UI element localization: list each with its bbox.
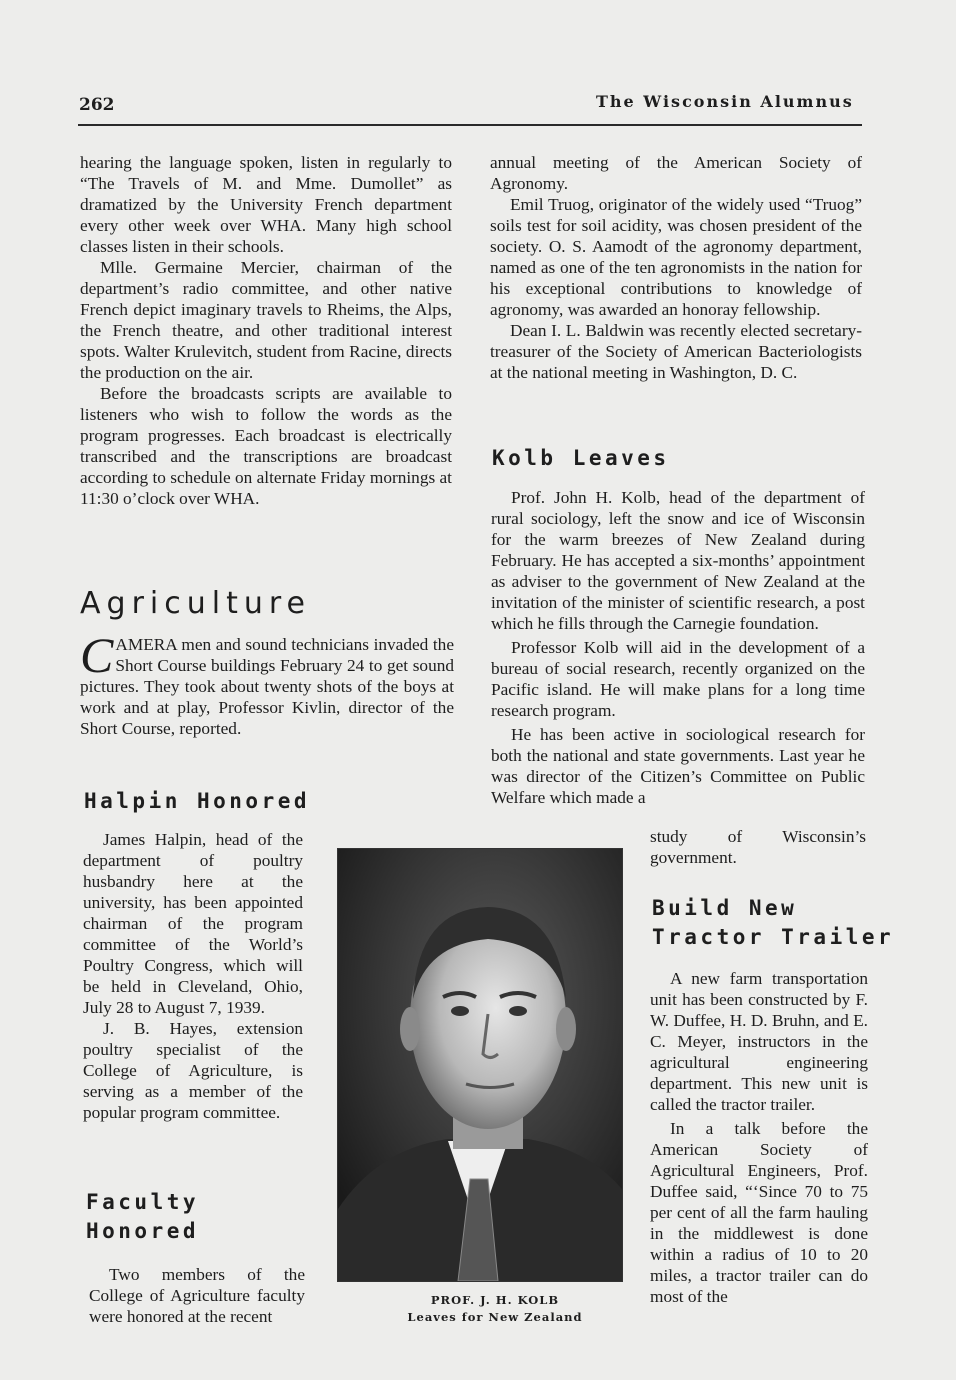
photo-caption (372, 1292, 618, 1326)
intro-section (80, 152, 452, 509)
paragraph-text: AMERA men and sound technicians invaded the Short Course buildings February 24 to get sound pictures. They took about twenty shots of the boys at work and at play, Professor Kivlin, director of the Short Course, reported. (80, 635, 454, 738)
faculty-heading (86, 1188, 199, 1246)
paragraph: J. B. Hayes, extension poultry specialist of the College of Agriculture, is serving as a member of the popular program committee. (83, 1019, 303, 1122)
faculty-heading-line: Faculty (86, 1190, 200, 1214)
caption-name: PROF. J. H. KOLB (430, 1293, 560, 1307)
halpin-heading: Halpin Honored (84, 789, 311, 813)
paragraph: hearing the language spoken, listen in regularly to “The Travels of M. and Mme. Dumollet” as dramatized by the University French department every other week over WHA. Many high school classes listen in their schools. (80, 153, 452, 256)
paragraph: Before the broadcasts scripts are available to listeners who wish to follow the words as the program progresses. Each broadcast is electrically transcribed and the transcriptions are broadcast according to schedule on alternate Friday mornings at 11:30 o’clock over WHA. (80, 384, 452, 508)
faculty-section (89, 1264, 305, 1327)
portrait-image (338, 849, 622, 1281)
page-number: 262 (79, 95, 115, 115)
kolb-continued (650, 826, 866, 868)
kolb-section (491, 487, 865, 808)
right-intro-section (490, 152, 862, 383)
trailer-heading-line: Build New (652, 896, 798, 920)
agriculture-heading: Agriculture (80, 586, 311, 621)
caption-subtitle: Leaves for New Zealand (407, 1310, 583, 1324)
paragraph: Two members of the College of Agriculture faculty were honored at the recent (89, 1265, 305, 1326)
paragraph: Dean I. L. Baldwin was recently elected secretary-treasurer of the Society of American Bacteriologists at the national meeting in Washington, D. C. (490, 321, 862, 382)
header-rule (78, 124, 862, 126)
paragraph: Prof. John H. Kolb, head of the department of rural sociology, left the snow and ice of Wisconsin for the warm breezes of New Zealand during February. He has accepted a six-months’ appointment as adviser to the government of New Zealand at the invitation of the minister of scientific research, a post which he fills through the Carnegie foundation. (491, 488, 865, 633)
paragraph: In a talk before the American Society of Agricultural Engineers, Prof. Duffee said, “‘Since 70 to 75 per cent of all the farm hauling in the middlewest is done within a radius of 10 to 20 miles, a tractor trailer can do most of the (650, 1119, 868, 1306)
paragraph: Emil Truog, originator of the widely used “Truog” soils test for soil acidity, was chosen president of the society. O. S. Aamodt of the agronomy department, named as one of the ten agronomists in the nation for his exceptional contributions to knowledge of agronomy, was awarded an honoray fellowship. (490, 195, 862, 319)
portrait-photo (337, 848, 623, 1282)
paragraph: He has been active in sociological research for both the national and state governments. Last year he was director of the Citizen’s Committee on Public Welfare which made a (491, 725, 865, 807)
paragraph: annual meeting of the American Society of Agronomy. (490, 153, 862, 193)
trailer-heading (652, 894, 894, 952)
paragraph: Mlle. Germaine Mercier, chairman of the department’s radio committee, and other native French depict imaginary travels to Rheims, the Alps, the French theatre, and other traditional interest spots. Walter Krulevitch, student from Racine, directs the production on the air. (80, 258, 452, 382)
paragraph: Professor Kolb will aid in the development of a bureau of social research, recently organized on the Pacific island. He will make plans for a long time research program. (491, 638, 865, 720)
faculty-heading-line: Honored (86, 1219, 200, 1243)
paragraph: James Halpin, head of the department of poultry husbandry here at the university, has been appointed chairman of the program committee of the World’s Poultry Congress, which will be held in Cleveland, Ohio, July 28 to August 7, 1939. (83, 830, 303, 1017)
trailer-section (650, 968, 868, 1307)
paragraph (80, 627, 454, 739)
paragraph: study of Wisconsin’s government. (650, 827, 866, 867)
trailer-heading-line: Tractor Trailer (652, 925, 895, 949)
agriculture-section (80, 627, 454, 739)
paragraph: A new farm transportation unit has been constructed by F. W. Duffee, H. D. Bruhn, and E. C. Meyer, instructors in the agricultural engineering department. This new unit is called the tractor trailer. (650, 969, 868, 1114)
kolb-heading: Kolb Leaves (492, 446, 670, 470)
drop-cap: C (80, 627, 114, 683)
halpin-section (83, 829, 303, 1123)
running-head: The Wisconsin Alumnus (596, 92, 854, 111)
